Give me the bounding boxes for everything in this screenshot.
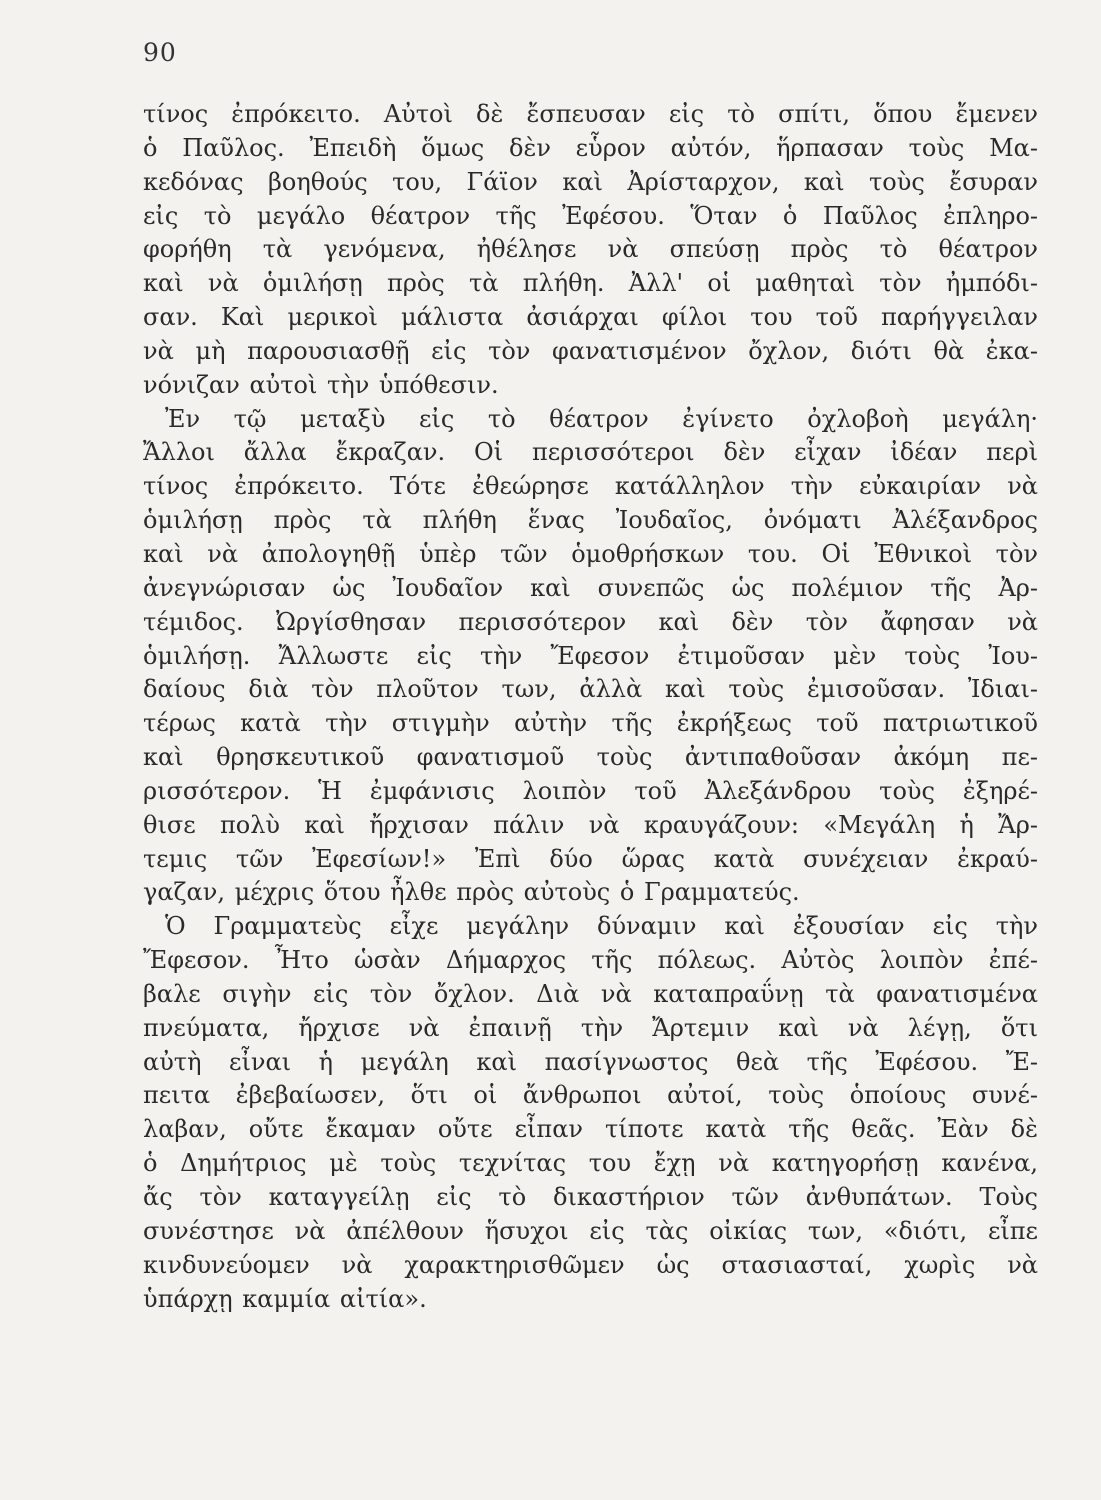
text-line: ὁμιλήσῃ πρὸς τὰ πλήθη ἕνας Ἰουδαῖος, ὀνόματι Ἀλέξανδρος bbox=[143, 506, 1038, 535]
text-line: νόνιζαν αὐτοὶ τὴν ὑπόθεσιν. bbox=[143, 370, 499, 399]
text-line: Ἄλλοι ἄλλα ἔκραζαν. Οἱ περισσότεροι δὲν εἶχαν ἰδέαν περὶ bbox=[143, 438, 1038, 467]
text-line: ὁ Δημήτριος μὲ τοὺς τεχνίτας του ἔχῃ νὰ κατηγορήσῃ κανένα, bbox=[143, 1149, 1038, 1178]
text-line: Ἐν τῷ μεταξὺ εἰς τὸ θέατρον ἐγίνετο ὀχλοβοὴ μεγάλη· bbox=[165, 404, 1038, 433]
text-line: πειτα ἐβεβαίωσεν, ὅτι οἱ ἄνθρωποι αὐτοί, τοὺς ὁποίους συνέ- bbox=[143, 1081, 1038, 1110]
text-line: τεμις τῶν Ἐφεσίων!» Ἐπὶ δύο ὥρας κατὰ συνέχειαν ἐκραύ- bbox=[143, 844, 1038, 873]
text-line: θισε πολὺ καὶ ἤρχισαν πάλιν νὰ κραυγάζουν: «Μεγάλη ἡ Ἄρ- bbox=[143, 810, 1038, 839]
text-line: ἀνεγνώρισαν ὡς Ἰουδαῖον καὶ συνεπῶς ὡς πολέμιον τῆς Ἀρ- bbox=[143, 573, 1038, 602]
text-line: τέμιδος. Ὠργίσθησαν περισσότερον καὶ δὲν τὸν ἄφησαν νὰ bbox=[143, 607, 1038, 636]
text-line: Ἔφεσον. Ἦτο ὡσὰν Δήμαρχος τῆς πόλεως. Αὐτὸς λοιπὸν ἐπέ- bbox=[143, 946, 1038, 975]
text-line: φορήθη τὰ γενόμενα, ἠθέλησε νὰ σπεύσῃ πρὸς τὸ θέατρον bbox=[143, 235, 1038, 264]
text-line: ἄς τὸν καταγγείλῃ εἰς τὸ δικαστήριον τῶν ἀνθυπάτων. Τοὺς bbox=[143, 1183, 1038, 1211]
text-line: εἰς τὸ μεγάλο θέατρον τῆς Ἐφέσου. Ὅταν ὁ Παῦλος ἐπληρο- bbox=[143, 201, 1038, 230]
text-line: κινδυνεύομεν νὰ χαρακτηρισθῶμεν ὡς στασιασταί, χωρὶς νὰ bbox=[143, 1250, 1038, 1279]
text-line: ρισσότερον. Ἡ ἐμφάνισις λοιπὸν τοῦ Ἀλεξάνδρου τοὺς ἐξηρέ- bbox=[143, 776, 1038, 805]
text-line: τίνος ἐπρόκειτο. Αὐτοὶ δὲ ἔσπευσαν εἰς τὸ σπίτι, ὅπου ἔμενεν bbox=[143, 100, 1038, 128]
text-line: αὐτὴ εἶναι ἡ μεγάλη καὶ πασίγνωστος θεὰ τῆς Ἐφέσου. Ἔ- bbox=[143, 1047, 1038, 1076]
text-line: γαζαν, μέχρις ὅτου ἦλθε πρὸς αὐτοὺς ὁ Γραμματεύς. bbox=[143, 878, 800, 907]
text-line: ὑπάρχῃ καμμία αἰτία». bbox=[143, 1284, 427, 1313]
text-line: βαλε σιγὴν εἰς τὸν ὄχλον. Διὰ νὰ καταπραΰνῃ τὰ φανατισμένα bbox=[143, 979, 1038, 1008]
text-line: ὁ Παῦλος. Ἐπειδὴ ὅμως δὲν εὗρον αὐτόν, ἥρπασαν τοὺς Μα- bbox=[143, 133, 1038, 162]
text-line: πνεύματα, ἤρχισε νὰ ἐπαινῇ τὴν Ἄρτεμιν καὶ νὰ λέγῃ, ὅτι bbox=[143, 1013, 1038, 1042]
text-line: κεδόνας βοηθούς του, Γάϊον καὶ Ἀρίσταρχον, καὶ τοὺς ἔσυραν bbox=[143, 167, 1038, 196]
text-line: τέρως κατὰ τὴν στιγμὴν αὐτὴν τῆς ἐκρήξεως τοῦ πατριωτικοῦ bbox=[143, 709, 1038, 738]
text-line: ὁμιλήσῃ. Ἄλλωστε εἰς τὴν Ἔφεσον ἐτιμοῦσαν μὲν τοὺς Ἰου- bbox=[143, 641, 1038, 670]
text-line: δαίους διὰ τὸν πλοῦτον των, ἀλλὰ καὶ τοὺς ἐμισοῦσαν. Ἰδιαι- bbox=[143, 675, 1038, 704]
text-line: τίνος ἐπρόκειτο. Τότε ἐθεώρησε κατάλληλον τὴν εὐκαιρίαν νὰ bbox=[143, 472, 1038, 501]
text-line: σαν. Καὶ μερικοὶ μάλιστα ἀσιάρχαι φίλοι του τοῦ παρήγγειλαν bbox=[143, 303, 1038, 332]
page-number: 90 bbox=[143, 38, 177, 67]
body-text bbox=[143, 98, 1038, 1316]
text-line: συνέστησε νὰ ἀπέλθουν ἥσυχοι εἰς τὰς οἰκίας των, «διότι, εἶπε bbox=[143, 1216, 1038, 1245]
text-line: νὰ μὴ παρουσιασθῇ εἰς τὸν φανατισμένον ὄχλον, διότι θὰ ἐκα- bbox=[143, 336, 1038, 365]
text-line: καὶ νὰ ὁμιλήσῃ πρὸς τὰ πλήθη. Ἀλλ' οἱ μαθηταὶ τὸν ἠμπόδι- bbox=[143, 269, 1038, 298]
text-line: καὶ θρησκευτικοῦ φανατισμοῦ τοὺς ἀντιπαθοῦσαν ἀκόμη πε- bbox=[143, 743, 1038, 772]
text-line: καὶ νὰ ἀπολογηθῇ ὑπὲρ τῶν ὁμοθρήσκων του. Οἱ Ἐθνικοὶ τὸν bbox=[143, 539, 1038, 568]
text-line: Ὁ Γραμματεὺς εἶχε μεγάλην δύναμιν καὶ ἐξουσίαν εἰς τὴν bbox=[165, 912, 1038, 941]
text-line: λαβαν, οὔτε ἔκαμαν οὔτε εἶπαν τίποτε κατὰ τῆς θεᾶς. Ἐὰν δὲ bbox=[143, 1115, 1038, 1144]
